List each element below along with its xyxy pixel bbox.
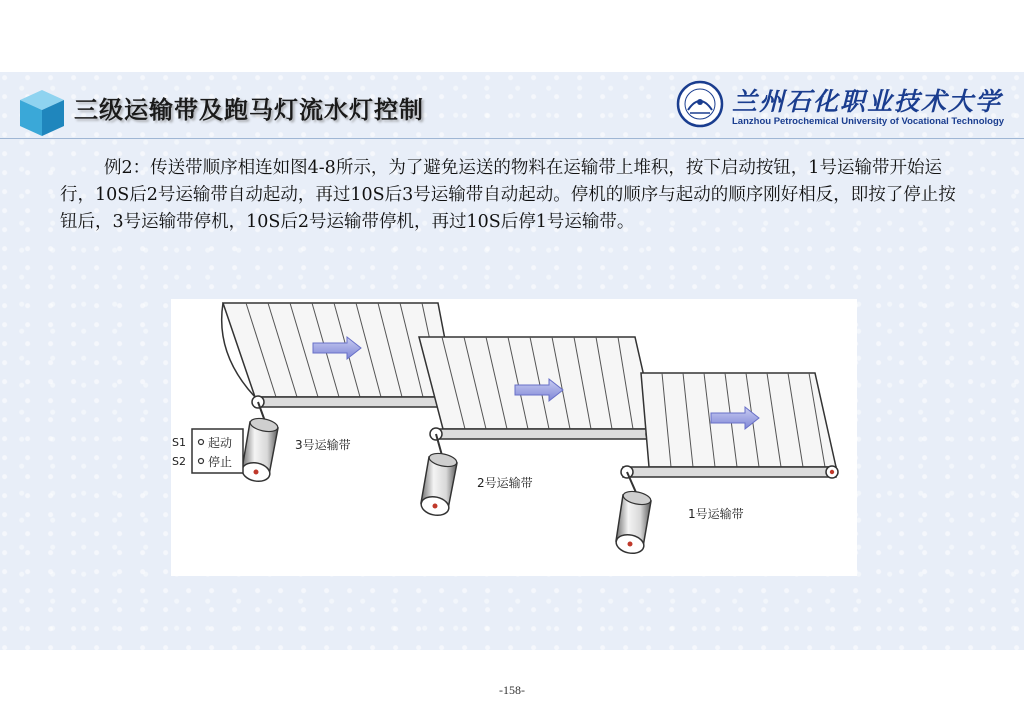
switch-panel — [172, 429, 243, 473]
motor-1 — [614, 472, 652, 556]
logo-english-name: Lanzhou Petrochemical University of Vocational Technology — [732, 116, 1005, 127]
page-title: 三级运输带及跑马灯流水灯控制 — [74, 96, 424, 124]
page-number: -158- — [499, 683, 525, 697]
logo-chinese-name: 兰州石化职业技术大学 — [732, 87, 1003, 116]
header-divider — [0, 138, 1024, 139]
seal-icon — [676, 80, 724, 128]
belt-1-label: 1号运输带 — [688, 507, 744, 521]
belt-3-label: 3号运输带 — [295, 438, 351, 452]
motor-2 — [419, 434, 458, 518]
switch-stop-label: 停止 — [208, 455, 233, 469]
university-logo — [676, 80, 1006, 132]
conveyor-diagram — [171, 299, 857, 576]
cube-icon — [16, 86, 68, 138]
belt-2-label: 2号运输带 — [477, 476, 533, 490]
switch-s2-id: S2 — [172, 455, 186, 468]
belt-2 — [419, 337, 658, 440]
motor-3 — [240, 402, 279, 484]
switch-start-label: 起动 — [208, 436, 233, 450]
switch-s1-id: S1 — [172, 436, 186, 449]
belt-1 — [621, 373, 838, 478]
body-paragraph: 例2：传送带顺序相连如图4-8所示，为了避免运送的物料在运输带上堆积，按下启动按钮，1号运输带开始运行，10S后2号运输带自动起动，再过10S后3号运输带自动起动。停机的顺序与起动的顺序刚好相反，即按了停止按钮后，3号运输带停机，10S后2号运输带停机，再过10S后停1号运输带。 — [60, 158, 956, 232]
